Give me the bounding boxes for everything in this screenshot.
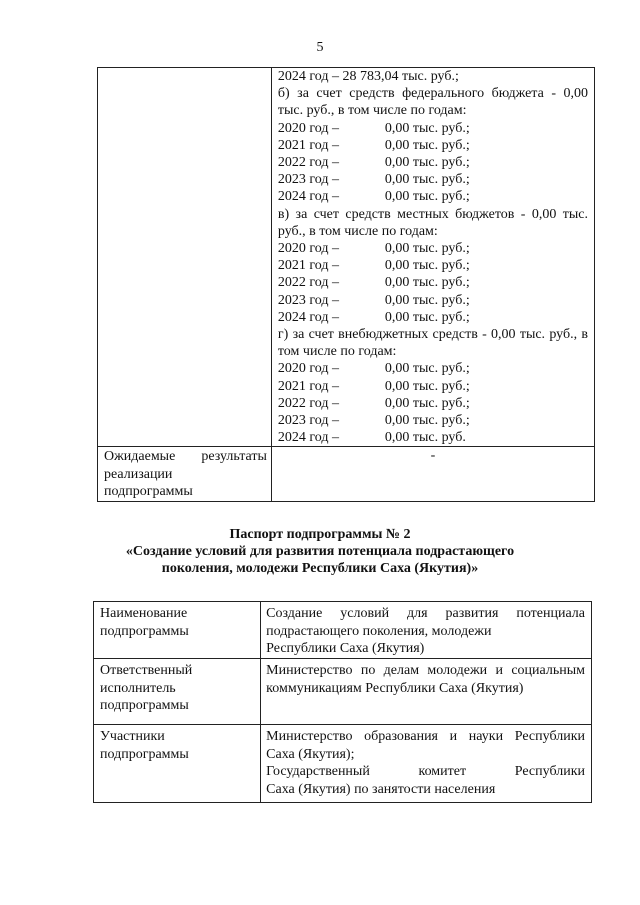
label-line: Ожидаемые результаты — [104, 449, 267, 465]
local-year-row — [278, 274, 588, 291]
year-amount: 0,00 тыс. руб.; — [384, 120, 470, 136]
federal-year-row — [278, 154, 588, 171]
year-amount: 0,00 тыс. руб.; — [384, 155, 470, 171]
federal-year-row — [278, 137, 588, 154]
value-line: Республики Саха (Якутия) — [266, 641, 425, 656]
year-label: 2020 год – — [277, 361, 339, 377]
year-amount: 0,00 тыс. руб.; — [384, 413, 470, 429]
year-label: 2022 год – — [277, 395, 339, 411]
year-label: 2024 год – — [277, 309, 339, 325]
expected-results-value: - — [271, 447, 594, 502]
year-label: 2024 год – — [277, 189, 339, 205]
heading-line: «Создание условий для развития потенциала подрастающего — [125, 544, 515, 559]
value-line: Создание условий для развития потенциала — [266, 606, 585, 621]
year-label: 2023 год – — [277, 413, 339, 429]
year-amount: 0,00 тыс. руб.; — [384, 361, 470, 377]
label-line: подпрограммы — [100, 623, 189, 639]
federal-year-row — [278, 120, 588, 137]
expected-results-label — [98, 447, 272, 502]
label-line: Ответственный — [100, 663, 193, 678]
extrabudgetary-year-row — [278, 360, 588, 377]
local-budget-title: в) за счет средств местных бюджетов - 0,00 тыс. руб., в том числе по годам: — [277, 206, 588, 239]
label-line: реализации — [104, 466, 173, 482]
year-label: 2023 год – — [277, 292, 339, 308]
passport-label — [94, 659, 261, 725]
passport-label — [94, 725, 261, 803]
year-amount: 0,00 тыс. руб.; — [384, 241, 470, 257]
extrabudgetary-year-row — [278, 378, 588, 395]
passport-value — [261, 659, 592, 725]
label-line: подпрограммы — [104, 484, 193, 500]
federal-year-row — [278, 171, 588, 188]
year-label: 2022 год – — [277, 155, 339, 171]
year-amount: 0,00 тыс. руб.; — [384, 189, 470, 205]
subprogram-passport-heading — [0, 526, 640, 577]
federal-year-row — [278, 188, 588, 205]
year-amount: 0,00 тыс. руб.; — [384, 292, 470, 308]
year-label: 2024 год – — [277, 430, 339, 446]
year-amount: 0,00 тыс. руб.; — [384, 258, 470, 274]
funding-label-cell — [98, 68, 272, 447]
value-line: подрастающего поколения, молодежи — [266, 623, 492, 639]
value-line: Министерство по делам молодежи и социальным — [266, 663, 585, 678]
page-number: 5 — [316, 40, 324, 55]
year-amount: 0,00 тыс. руб.; — [384, 309, 470, 325]
extrabudgetary-year-row — [278, 429, 588, 446]
federal-budget-title: б) за счет средств федерального бюджета - 0,00 тыс. руб., в том числе по годам: — [277, 86, 588, 119]
local-year-row — [278, 257, 588, 274]
passport-value — [261, 725, 592, 803]
passport-table — [93, 601, 592, 803]
year-amount: 0,00 тыс. руб.; — [384, 172, 470, 188]
year-amount: 0,00 тыс. руб.; — [384, 137, 470, 153]
funding-table — [97, 67, 595, 502]
value-line: коммуникациям Республики Саха (Якутия) — [266, 680, 524, 696]
year-amount: 0,00 тыс. руб.; — [384, 395, 470, 411]
year-label: 2021 год – — [277, 258, 339, 274]
year-label: 2022 год – — [277, 275, 339, 291]
local-year-row — [278, 309, 588, 326]
value-line: Министерство образования и науки Республики — [266, 729, 585, 744]
year-label: 2021 год – — [277, 137, 339, 153]
label-line: Участники — [100, 729, 165, 744]
year-label: 2021 год – — [277, 378, 339, 394]
extrabudgetary-year-row — [278, 412, 588, 429]
value-line: Саха (Якутия); — [266, 746, 355, 762]
funding-value-cell — [271, 68, 594, 447]
extrabudgetary-title: г) за счет внебюджетных средств - 0,00 тыс. руб., в том числе по годам: — [277, 327, 588, 360]
year-amount: 0,00 тыс. руб.; — [384, 275, 470, 291]
passport-row-participants — [94, 725, 592, 803]
passport-row-name — [94, 602, 592, 659]
year-label: 2020 год – — [277, 241, 339, 257]
label-line: Наименование — [100, 606, 188, 621]
passport-row-executor — [94, 659, 592, 725]
value-line: Государственный комитет Республики — [266, 764, 585, 779]
heading-line: Паспорт подпрограммы № 2 — [229, 527, 411, 542]
value-line: Саха (Якутия) по занятости населения — [266, 781, 496, 797]
heading-line: поколения, молодежи Республики Саха (Якутия)» — [161, 561, 479, 576]
year-label: 2023 год – — [277, 172, 339, 188]
year-amount: 0,00 тыс. руб. — [384, 430, 466, 446]
year-amount: 0,00 тыс. руб.; — [384, 378, 470, 394]
passport-label — [94, 602, 261, 659]
label-line: исполнитель — [100, 680, 176, 696]
funding-2024-total: 2024 год – 28 783,04 тыс. руб.; — [277, 69, 459, 84]
expected-results-row — [98, 447, 595, 502]
passport-value — [261, 602, 592, 659]
funding-row — [98, 68, 595, 447]
year-label: 2020 год – — [277, 120, 339, 136]
extrabudgetary-year-row — [278, 395, 588, 412]
local-year-row — [278, 292, 588, 309]
local-year-row — [278, 240, 588, 257]
label-line: подпрограммы — [100, 698, 189, 713]
label-line: подпрограммы — [100, 746, 189, 762]
